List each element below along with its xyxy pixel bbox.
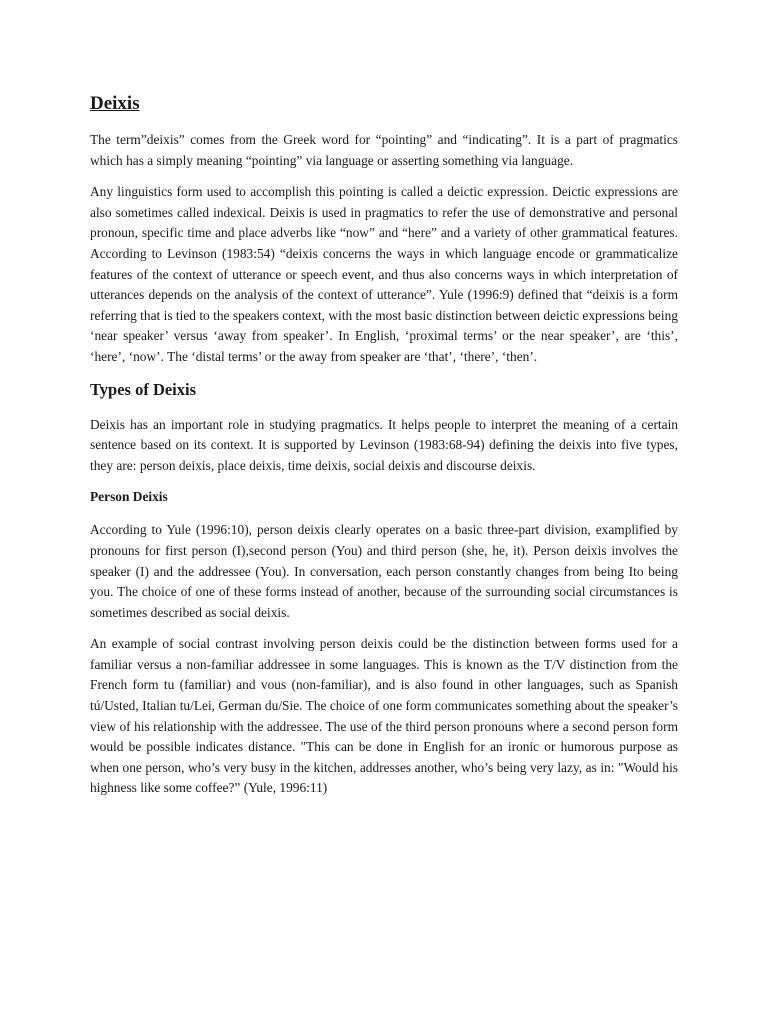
person-paragraph-2: An example of social contrast involving person deixis could be the distinction between forms used for a familiar versus a non-familiar addressee in some languages. This is known as the T/V distinction from the French form tu (familiar) and vous (non-familiar), and is also found in other languages, such as Spanish tú/Usted, Italian tu/Lei, German du/Sie. The choice of one form communicates something about the speaker’s view of his relationship with the addressee. The use of the third person pronouns where a second person form would be possible indicates distance. "This can be done in English for an ironic or humorous purpose as when one person, who’s very busy in the kitchen, addresses another, who’s being very lazy, as in: "Would his highness like some coffee?” (Yule, 1996:11): [90, 636, 678, 796]
types-of-deixis-heading: Types of Deixis: [90, 379, 197, 399]
person-paragraph-1: According to Yule (1996:10), person deixis clearly operates on a basic three-part division, examplified by pronouns for first person (I),second person (You) and third person (she, he, it). Person deixis involves the speaker (I) and the addressee (You). In conversation, each person constantly changes from being Ito being you. The choice of one of these forms instead of another, because of the surrounding social circumstances is sometimes described as social deixis.: [90, 522, 678, 620]
intro-paragraph-1: The term”deixis” comes from the Greek word for “pointing” and “indicating”. It is a part of pragmatics which has a simply meaning “pointing” via language or asserting something via language.: [90, 132, 678, 168]
document-title: Deixis: [90, 93, 140, 114]
document-page: [90, 92, 678, 810]
types-paragraph: Deixis has an important role in studying pragmatics. It helps people to interpret the meaning of a certain sentence based on its context. It is supported by Levinson (1983:68-94) defining the deixis into five types, they are: person deixis, place deixis, time deixis, social deixis and discourse deixis.: [90, 416, 678, 473]
intro-paragraph-2: Any linguistics form used to accomplish this pointing is called a deictic expression. Deictic expressions are also sometimes called indexical. Deixis is used in pragmatics to refer the use of demonstrative and personal pronoun, specific time and place adverbs like “now” and “here” and a variety of other grammatical features. According to Levinson (1983:54) “deixis concerns the ways in which language encode or grammaticalize features of the context of utterance or speech event, and thus also concerns ways in which interpretation of utterances depends on the analysis of the context of utterance”. Yule (1996:9) defined that “deixis is a form referring that is tied to the speakers context, with the most basic distinction between deictic expressions being ‘near speaker’ versus ‘away from speaker’. In English, ‘proximal terms’ or the near speaker’, are ‘this’, ‘here’, ‘now’. The ‘distal terms’ or the away from speaker are ‘that’, ‘there’, ‘then’.: [90, 184, 678, 364]
person-deixis-heading: Person Deixis: [90, 489, 168, 505]
